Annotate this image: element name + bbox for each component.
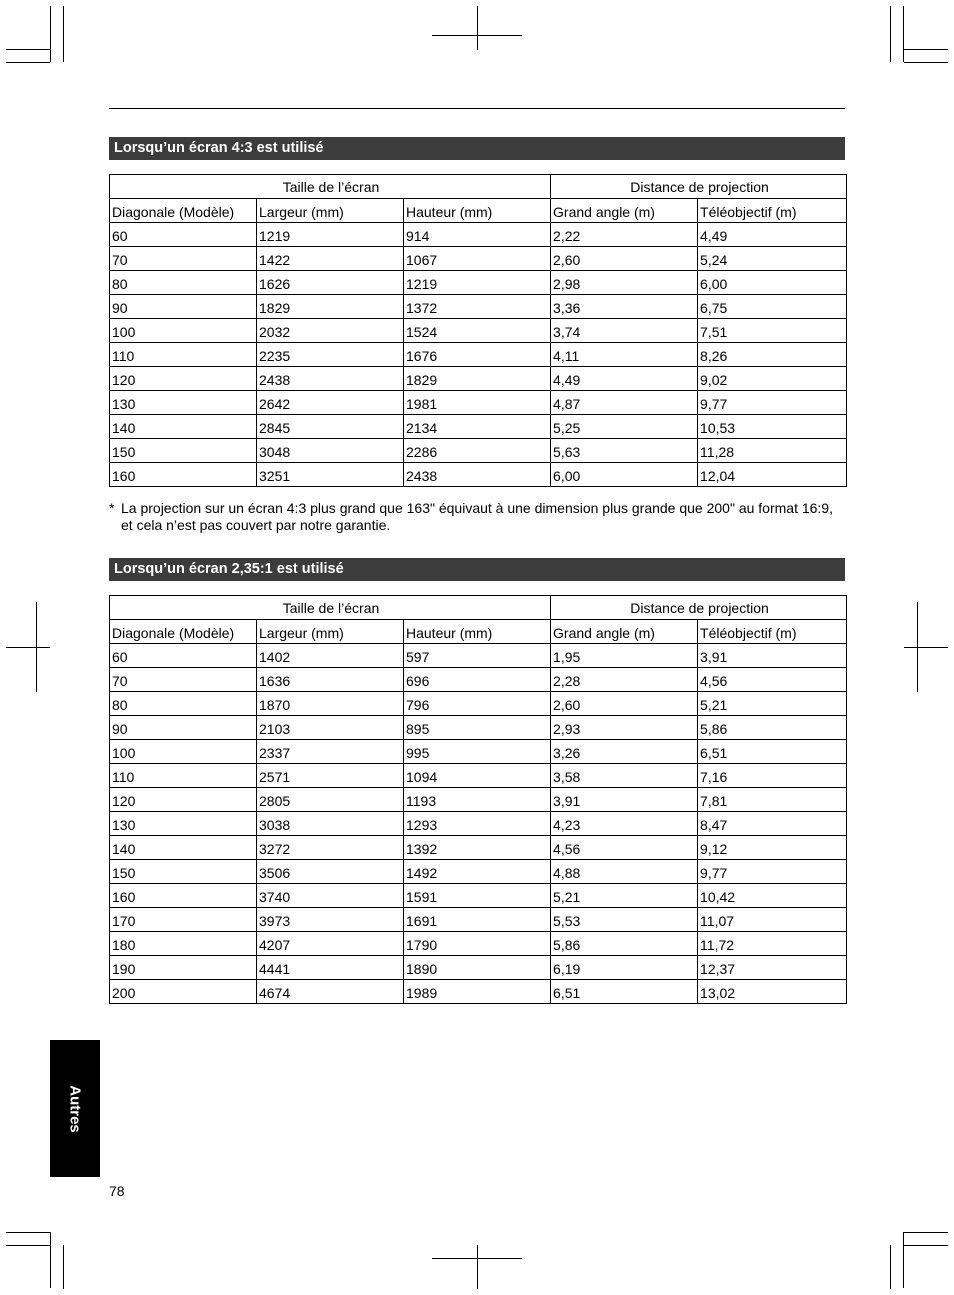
crop-mark [890, 6, 891, 62]
table-cell: 5,25 [551, 415, 698, 439]
table-cell: 70 [110, 668, 257, 692]
crop-mark [6, 62, 50, 63]
footnote-line: et cela n’est pas couvert par notre garantie. [121, 517, 391, 533]
table-cell: 995 [404, 740, 551, 764]
table-cell: 2,22 [551, 223, 698, 247]
table-cell: 3,26 [551, 740, 698, 764]
table-cell: 5,86 [698, 716, 847, 740]
table-row [110, 391, 847, 415]
table-row [110, 716, 847, 740]
registration-mark [6, 647, 50, 648]
table-row [110, 956, 847, 980]
registration-mark [477, 1245, 478, 1289]
column-header: Diagonale (Modèle) [110, 620, 257, 644]
crop-mark [6, 1232, 50, 1233]
table-cell: 796 [404, 692, 551, 716]
table-cell: 1219 [404, 271, 551, 295]
side-tab-label: Autres [66, 1084, 84, 1133]
table-cell: 170 [110, 908, 257, 932]
table-cell: 130 [110, 391, 257, 415]
table-cell: 914 [404, 223, 551, 247]
table-cell: 150 [110, 860, 257, 884]
registration-mark [904, 647, 948, 648]
table-row [110, 439, 847, 463]
table-cell: 3,74 [551, 319, 698, 343]
crop-mark [903, 1232, 904, 1288]
table-cell: 6,75 [698, 295, 847, 319]
table-cell: 6,51 [698, 740, 847, 764]
table-cell: 8,26 [698, 343, 847, 367]
side-tab-autres [50, 1040, 100, 1177]
table-row [110, 908, 847, 932]
footnote [109, 500, 851, 534]
table-cell: 190 [110, 956, 257, 980]
column-header: Grand angle (m) [551, 620, 698, 644]
table-cell: 2,60 [551, 247, 698, 271]
table-cell: 9,12 [698, 836, 847, 860]
table-column-header-row [110, 620, 847, 644]
table-row [110, 463, 847, 487]
table-cell: 4207 [257, 932, 404, 956]
table-cell: 4,23 [551, 812, 698, 836]
table-cell: 1,95 [551, 644, 698, 668]
table-cell: 3740 [257, 884, 404, 908]
footnote-line: La projection sur un écran 4:3 plus grand que 163" équivaut à une dimension plus grande que 200" au format 16:9, [121, 500, 833, 516]
table-cell: 200 [110, 980, 257, 1004]
section-title-2-35-1: Lorsqu’un écran 2,35:1 est utilisé [109, 558, 845, 581]
table-cell: 2,93 [551, 716, 698, 740]
crop-mark [904, 1245, 948, 1246]
column-header: Largeur (mm) [257, 199, 404, 223]
table-cell: 80 [110, 692, 257, 716]
table-cell: 5,63 [551, 439, 698, 463]
table-cell: 1870 [257, 692, 404, 716]
table-cell: 4,87 [551, 391, 698, 415]
projection-table-4-3 [109, 174, 847, 487]
table-row [110, 932, 847, 956]
table-cell: 1989 [404, 980, 551, 1004]
crop-mark [6, 1245, 50, 1246]
column-header: Largeur (mm) [257, 620, 404, 644]
table-cell: 2,60 [551, 692, 698, 716]
table-cell: 5,53 [551, 908, 698, 932]
table-cell: 160 [110, 463, 257, 487]
table-cell: 9,02 [698, 367, 847, 391]
table-cell: 4674 [257, 980, 404, 1004]
table-cell: 1372 [404, 295, 551, 319]
table-cell: 2845 [257, 415, 404, 439]
table-cell: 1067 [404, 247, 551, 271]
table-cell: 120 [110, 367, 257, 391]
registration-mark [477, 6, 478, 50]
table-row [110, 764, 847, 788]
table-cell: 1829 [257, 295, 404, 319]
table-cell: 1402 [257, 644, 404, 668]
table-cell: 2032 [257, 319, 404, 343]
table-cell: 2103 [257, 716, 404, 740]
table-row [110, 692, 847, 716]
table-cell: 696 [404, 668, 551, 692]
table-cell: 1890 [404, 956, 551, 980]
table-cell: 4,49 [698, 223, 847, 247]
table-cell: 180 [110, 932, 257, 956]
table-cell: 9,77 [698, 391, 847, 415]
table-cell: 150 [110, 439, 257, 463]
table-cell: 1636 [257, 668, 404, 692]
table-cell: 6,00 [698, 271, 847, 295]
table-cell: 6,51 [551, 980, 698, 1004]
crop-mark [63, 1245, 64, 1289]
table-row [110, 788, 847, 812]
table-cell: 8,47 [698, 812, 847, 836]
table-cell: 2438 [257, 367, 404, 391]
table-row [110, 836, 847, 860]
table-row [110, 247, 847, 271]
table-cell: 60 [110, 223, 257, 247]
table-cell: 2571 [257, 764, 404, 788]
group-header-screen-size: Taille de l’écran [110, 596, 551, 620]
table-row [110, 812, 847, 836]
crop-mark [904, 1232, 948, 1233]
table-cell: 110 [110, 764, 257, 788]
column-header: Hauteur (mm) [404, 199, 551, 223]
table-cell: 7,51 [698, 319, 847, 343]
projection-table-2-35-1 [109, 595, 847, 1004]
table-cell: 1293 [404, 812, 551, 836]
table-cell: 2642 [257, 391, 404, 415]
table-cell: 60 [110, 644, 257, 668]
crop-mark [63, 6, 64, 62]
crop-mark [6, 49, 50, 50]
crop-mark [890, 1245, 891, 1289]
table-cell: 120 [110, 788, 257, 812]
table-column-header-row [110, 199, 847, 223]
table-cell: 597 [404, 644, 551, 668]
table-cell: 13,02 [698, 980, 847, 1004]
section-title-4-3: Lorsqu’un écran 4:3 est utilisé [109, 137, 845, 160]
table-cell: 1094 [404, 764, 551, 788]
table-cell: 2134 [404, 415, 551, 439]
table-cell: 6,00 [551, 463, 698, 487]
footnote-marker: * [109, 500, 115, 516]
table-cell: 895 [404, 716, 551, 740]
table-cell: 110 [110, 343, 257, 367]
table-cell: 1422 [257, 247, 404, 271]
table-cell: 160 [110, 884, 257, 908]
crop-mark [904, 49, 948, 50]
table-cell: 1392 [404, 836, 551, 860]
column-header: Téléobjectif (m) [698, 199, 847, 223]
table-row [110, 415, 847, 439]
crop-mark [50, 1232, 51, 1288]
table-cell: 1492 [404, 860, 551, 884]
column-header: Diagonale (Modèle) [110, 199, 257, 223]
registration-mark [432, 35, 522, 36]
table-cell: 1790 [404, 932, 551, 956]
table-row [110, 668, 847, 692]
page-number: 78 [109, 1183, 125, 1199]
table-cell: 2235 [257, 343, 404, 367]
table-row [110, 295, 847, 319]
table-cell: 4,56 [551, 836, 698, 860]
table-cell: 2805 [257, 788, 404, 812]
table-cell: 12,37 [698, 956, 847, 980]
table-cell: 5,24 [698, 247, 847, 271]
column-header: Téléobjectif (m) [698, 620, 847, 644]
table-cell: 4,49 [551, 367, 698, 391]
table-cell: 3973 [257, 908, 404, 932]
table-cell: 1193 [404, 788, 551, 812]
table-cell: 90 [110, 716, 257, 740]
table-cell: 1626 [257, 271, 404, 295]
table-group-header-row [110, 175, 847, 199]
table-cell: 4441 [257, 956, 404, 980]
table-cell: 6,19 [551, 956, 698, 980]
table-cell: 11,07 [698, 908, 847, 932]
table-cell: 3,58 [551, 764, 698, 788]
table-row [110, 223, 847, 247]
crop-mark [903, 6, 904, 62]
table-cell: 140 [110, 836, 257, 860]
group-header-projection-distance: Distance de projection [551, 175, 847, 199]
table-cell: 10,42 [698, 884, 847, 908]
table-row [110, 740, 847, 764]
table-cell: 9,77 [698, 860, 847, 884]
table-row [110, 860, 847, 884]
table-cell: 1676 [404, 343, 551, 367]
table-cell: 100 [110, 740, 257, 764]
table-cell: 2337 [257, 740, 404, 764]
table-cell: 5,21 [551, 884, 698, 908]
table-cell: 4,88 [551, 860, 698, 884]
table-cell: 3038 [257, 812, 404, 836]
table-cell: 7,16 [698, 764, 847, 788]
table-cell: 100 [110, 319, 257, 343]
table-cell: 3048 [257, 439, 404, 463]
table-cell: 3272 [257, 836, 404, 860]
table-cell: 3,91 [698, 644, 847, 668]
table-row [110, 319, 847, 343]
group-header-projection-distance: Distance de projection [551, 596, 847, 620]
table-row [110, 343, 847, 367]
table-cell: 1524 [404, 319, 551, 343]
table-row [110, 980, 847, 1004]
group-header-screen-size: Taille de l’écran [110, 175, 551, 199]
crop-mark [50, 6, 51, 62]
table-cell: 4,56 [698, 668, 847, 692]
table-cell: 5,21 [698, 692, 847, 716]
table-cell: 1219 [257, 223, 404, 247]
table-cell: 1591 [404, 884, 551, 908]
table-cell: 3,91 [551, 788, 698, 812]
table-cell: 1829 [404, 367, 551, 391]
table-cell: 7,81 [698, 788, 847, 812]
table-cell: 1981 [404, 391, 551, 415]
table-cell: 2,98 [551, 271, 698, 295]
table-cell: 80 [110, 271, 257, 295]
crop-mark [904, 62, 948, 63]
table-cell: 12,04 [698, 463, 847, 487]
table-cell: 1691 [404, 908, 551, 932]
table-cell: 90 [110, 295, 257, 319]
table-cell: 4,11 [551, 343, 698, 367]
table-row [110, 884, 847, 908]
table-cell: 2438 [404, 463, 551, 487]
table-cell: 11,72 [698, 932, 847, 956]
table-cell: 130 [110, 812, 257, 836]
table-row [110, 644, 847, 668]
table-cell: 3251 [257, 463, 404, 487]
table-cell: 2286 [404, 439, 551, 463]
table-cell: 2,28 [551, 668, 698, 692]
header-rule [109, 108, 845, 109]
table-cell: 3,36 [551, 295, 698, 319]
table-row [110, 367, 847, 391]
table-cell: 11,28 [698, 439, 847, 463]
column-header: Hauteur (mm) [404, 620, 551, 644]
table-cell: 140 [110, 415, 257, 439]
table-cell: 10,53 [698, 415, 847, 439]
table-cell: 3506 [257, 860, 404, 884]
table-group-header-row [110, 596, 847, 620]
table-cell: 70 [110, 247, 257, 271]
registration-mark [432, 1258, 522, 1259]
table-row [110, 271, 847, 295]
column-header: Grand angle (m) [551, 199, 698, 223]
table-cell: 5,86 [551, 932, 698, 956]
